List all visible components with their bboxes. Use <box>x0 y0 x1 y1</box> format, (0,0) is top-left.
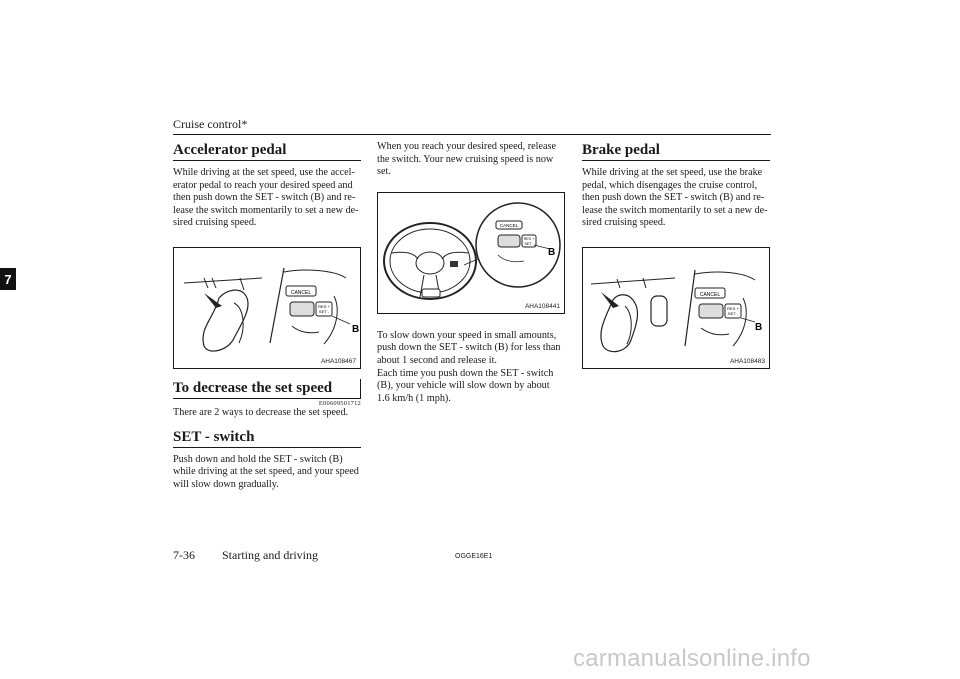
heading-set-switch: SET - switch <box>173 428 361 448</box>
callout-b-2: B <box>548 246 556 258</box>
slow-down-small-body: To slow down your speed in small amounts, push down the SET - switch (B) for less than about 1 second and release it. <box>377 329 561 366</box>
header-rule <box>173 134 771 135</box>
res-label-3: RES + <box>727 305 739 311</box>
res-label-2: RES + <box>523 236 535 241</box>
callout-b-3: B <box>755 321 763 333</box>
document-code: OGGE16E1 <box>455 553 493 560</box>
decrease-body: There are 2 ways to decrease the set speed. <box>173 406 349 418</box>
accelerator-body: While driving at the set speed, use the accel- erator pedal to reach your desired speed and then push down the SET - switch (B) and re- lease the switch momentarily to set a new de- sired cruising speed. <box>173 167 359 229</box>
figure-code: AHA108467 <box>320 357 356 365</box>
section-code: E00609501712 <box>318 399 361 407</box>
heading-accelerator-pedal: Accelerator pedal <box>173 141 361 161</box>
slow-down-each-body: Each time you push down the SET - switch (B), your vehicle will slow down by about 1.6 km/h (1 mph). <box>377 367 554 404</box>
column-right <box>582 141 770 369</box>
footer-section-title: Starting and driving <box>222 548 318 562</box>
accelerator-pedal-illustration <box>174 248 361 369</box>
column-left <box>173 141 361 491</box>
set-label-3: SET - <box>727 310 739 316</box>
running-header: Cruise control* <box>173 117 248 131</box>
page-number: 7-36 <box>173 548 195 562</box>
heading-decrease-set-speed: To decrease the set speed <box>173 379 361 399</box>
figure-accelerator-pedal <box>173 247 361 369</box>
release-switch-body: When you reach your desired speed, release the switch. Your new cruising speed is now set. <box>377 141 557 178</box>
callout-b: B <box>352 323 360 335</box>
brake-pedal-illustration <box>583 248 770 369</box>
steering-wheel-illustration <box>378 193 565 314</box>
set-label-2: SET - <box>524 241 534 246</box>
set-label: SET - <box>318 308 330 314</box>
watermark: carmanualsonline.info <box>573 645 811 672</box>
figure-brake-pedal <box>582 247 770 369</box>
cancel-label: CANCEL <box>290 289 312 296</box>
heading-brake-pedal: Brake pedal <box>582 141 770 161</box>
set-switch-body: Push down and hold the SET - switch (B) while driving at the set speed, and your speed will slow down gradually. <box>173 453 359 490</box>
column-middle <box>377 141 565 405</box>
cancel-label-2: CANCEL <box>499 222 519 228</box>
figure-code-2: AHA108441 <box>524 302 560 310</box>
chapter-tab: 7 <box>0 268 16 290</box>
res-label: RES + <box>318 303 330 309</box>
figure-steering-wheel <box>377 192 565 314</box>
cancel-label-3: CANCEL <box>699 291 721 298</box>
figure-code-3: AHA108483 <box>729 357 765 365</box>
brake-body: While driving at the set speed, use the brake pedal, which disengages the cruise control, then push down the SET - switch (B) and re- lease the switch momentarily to set a new de- sired cruising speed. <box>582 167 768 229</box>
